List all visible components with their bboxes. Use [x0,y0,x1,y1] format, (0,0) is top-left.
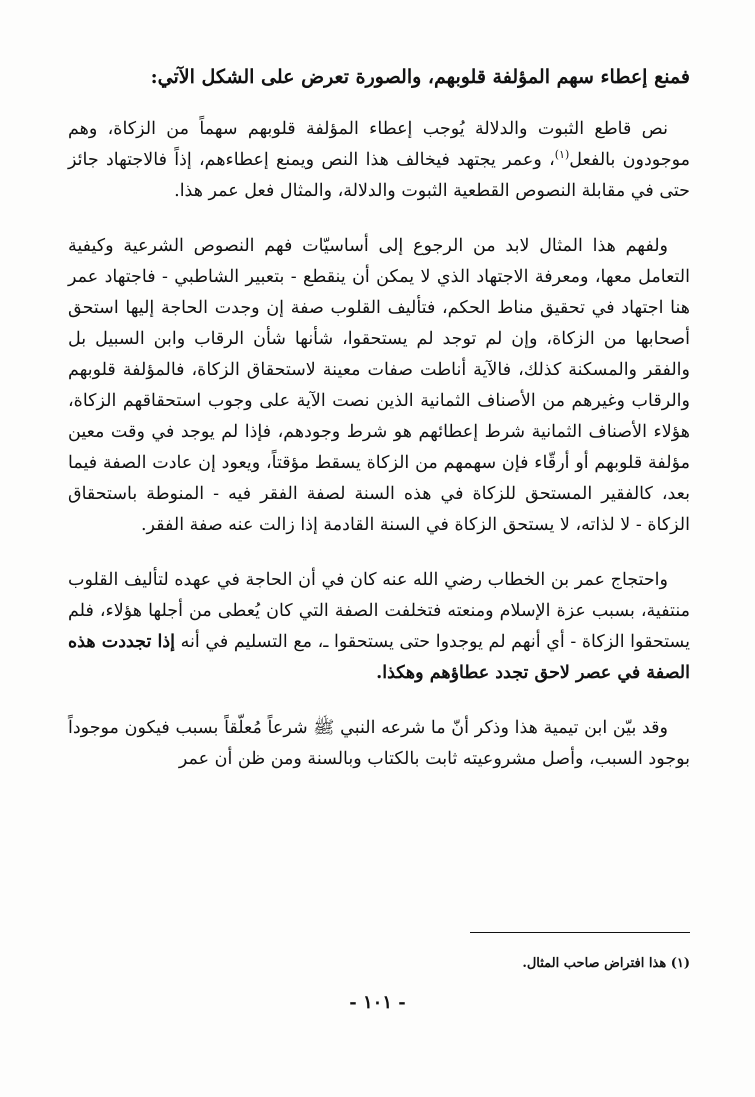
paragraph-1-text: نص قاطع الثبوت والدلالة يُوجب إعطاء المؤلفة قلوبهم سهماً من الزكاة، وهم موجودون بالفعل [68,119,691,170]
footnote: (١) هذا افتراض صاحب المثال. [522,956,690,971]
paragraph-2: ولفهم هذا المثال لابد من الرجوع إلى أساسيّات فهم النصوص الشرعية وكيفية التعامل معها، ومعرفة الاجتهاد الذي لا يمكن أن ينقطع - بتعبير الشاطبي - فاجتهاد عمر هنا اجتهاد في تحقيق مناط الحكم، فتأليف القلوب صفة إن وجدت الحاجة إليها استحق أصحابها من الزكاة، وإن لم توجد لم يستحقوا، شأنها شأن الرقاب وابن السبيل بل والفقر والمسكنة كذلك، فالآية أناطت صفات معينة لاستحقاق الزكاة، فالمؤلفة قلوبهم والرقاب وغيرهم من الأصناف الثمانية الذين نصت الآية على وجوب استحقاقهم الزكاة، هؤلاء الأصناف الثمانية شرط إعطائهم هو شرط وجودهم، فإذا لم يوجد في وقت معين مؤلفة قلوبهم أو أرقّاء فإن سهمهم من الزكاة يسقط مؤقتاً، ويعود إن عادت الصفة فيما بعد، كالفقير المستحق للزكاة في هذه السنة لصفة الفقر فيه - المنوطة باستحقاق الزكاة - لا لذاته، لا يستحق الزكاة في السنة القادمة إذا زالت عنه صفة الفقر. [68,236,690,535]
paragraph-4: وقد بيّن ابن تيمية هذا وذكر أنّ ما شرعه النبي ﷺ شرعاً مُعلّقاً بسبب فيكون موجوداً بوجود السبب، وأصل مشروعيته ثابت بالكتاب وبالسنة ومن ظن أن عمر [68,718,690,769]
paragraph-3-bold-text: إذا تجددت هذه الصفة في عصر لاحق تجدد عطاؤهم وهكذا. [68,632,690,683]
paragraph-3-text: واحتجاج عمر بن الخطاب رضي الله عنه كان في أن الحاجة في عهده لتأليف القلوب منتفية، بسبب عزة الإسلام ومنعته فتخلفت الصفة التي كان يُعطى من أجلها هؤلاء، فلم يستحقوا الزكاة - أي أنهم لم يوجدوا حتى يستحقوا ـ، مع التسليم في أنه [68,570,690,652]
main-text [68,62,690,775]
page-number: - ١٠١ - [349,992,406,1013]
footnote-divider [470,932,690,933]
paragraph-1-continuation: ، وعمر يجتهد فيخالف هذا النص ويمنع إعطاءهم، إذاً فالاجتهاد جائز حتى في مقابلة النصوص القطعية الثبوت والدلالة، والمثال فعل عمر هذا. [68,150,690,201]
paragraph-1 [68,114,690,207]
section-heading: فمنع إعطاء سهم المؤلفة قلوبهم، والصورة تعرض على الشكل الآتي: [150,66,690,88]
footnote-reference[interactable]: (١) [554,148,570,162]
paragraph-3 [68,565,690,689]
